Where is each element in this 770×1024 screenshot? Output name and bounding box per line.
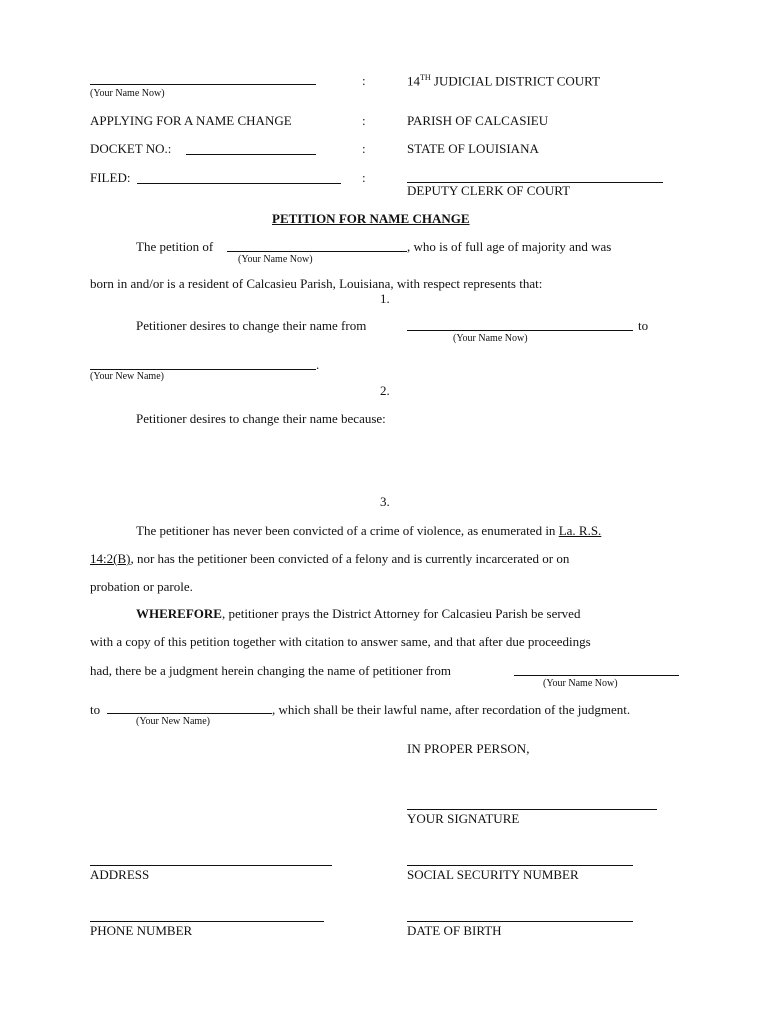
para3-line1-text: The petitioner has never been convicted of a crime of violence, as enumerated in (136, 523, 559, 538)
intro-name-field[interactable] (227, 251, 407, 252)
applying-label: APPLYING FOR A NAME CHANGE (90, 113, 292, 128)
para1-name-now-field[interactable] (407, 330, 633, 331)
docket-field[interactable] (186, 154, 316, 155)
deputy-clerk-label: DEPUTY CLERK OF COURT (407, 183, 571, 198)
wherefore-line4-rest: , which shall be their lawful name, after recordation of the judgment. (272, 702, 631, 717)
dob-field[interactable] (407, 921, 633, 922)
document-title: PETITION FOR NAME CHANGE (272, 211, 470, 226)
intro-name-hint: (Your Name Now) (238, 254, 313, 265)
phone-label: PHONE NUMBER (90, 923, 193, 938)
para3-line2 (90, 551, 569, 567)
para3-line2-text: , nor has the petitioner been convicted of a felony and is currently incarcerated or on (130, 551, 570, 566)
colon: : (362, 73, 366, 88)
name-now-hint: (Your Name Now) (90, 88, 165, 99)
colon: : (362, 113, 366, 128)
court-number: 14 (407, 73, 420, 89)
filed-label: FILED: (90, 170, 131, 185)
wherefore-line1-rest: , petitioner prays the District Attorney for Calcasieu Parish be served (221, 606, 581, 621)
para1-to: to (638, 318, 649, 333)
para3-number: 3. (380, 494, 390, 509)
address-field[interactable] (90, 865, 332, 866)
wherefore-new-name-field[interactable] (107, 713, 272, 714)
phone-field[interactable] (90, 921, 324, 922)
dob-label: DATE OF BIRTH (407, 923, 502, 938)
address-label: ADDRESS (90, 867, 150, 882)
signature-field[interactable] (407, 809, 657, 810)
colon: : (362, 170, 366, 185)
ssn-field[interactable] (407, 865, 633, 866)
parish-label: PARISH OF CALCASIEU (407, 113, 549, 128)
in-proper-person: IN PROPER PERSON, (407, 741, 530, 756)
name-now-field[interactable] (90, 84, 316, 85)
para1-period: . (316, 357, 320, 372)
court-name (407, 73, 600, 89)
colon: : (362, 141, 366, 156)
ssn-label: SOCIAL SECURITY NUMBER (407, 867, 579, 882)
intro-line2: born in and/or is a resident of Calcasieu Parish, Louisiana, with respect represents that: (90, 276, 543, 291)
para3-line3: probation or parole. (90, 579, 193, 594)
wherefore-new-name-hint: (Your New Name) (136, 716, 210, 727)
docket-label: DOCKET NO.: (90, 141, 172, 156)
wherefore-name-now-hint: (Your Name Now) (543, 678, 618, 689)
statute-citation-link[interactable]: La. R.S. (558, 523, 602, 538)
intro-prefix: The petition of (136, 239, 214, 254)
wherefore-to: to (90, 702, 101, 717)
wherefore-keyword: WHEREFORE (136, 606, 222, 621)
statute-section-link[interactable]: 14:2(B) (90, 551, 131, 566)
court-suffix: JUDICIAL DISTRICT COURT (430, 73, 600, 89)
para1-number: 1. (380, 291, 390, 306)
para3-line1 (136, 523, 601, 539)
para1-new-name-field[interactable] (90, 369, 316, 370)
wherefore-line2: with a copy of this petition together with citation to answer same, and that after due proceedings (90, 634, 591, 649)
state-label: STATE OF LOUISIANA (407, 141, 539, 156)
wherefore-line3: had, there be a judgment herein changing the name of petitioner from (90, 663, 451, 678)
wherefore-line1 (136, 606, 580, 622)
para1-name-now-hint: (Your Name Now) (453, 333, 528, 344)
wherefore-name-now-field[interactable] (514, 675, 679, 676)
court-ordinal: TH (420, 73, 431, 82)
signature-label: YOUR SIGNATURE (407, 811, 520, 826)
intro-suffix: , who is of full age of majority and was (407, 239, 612, 254)
filed-field[interactable] (137, 183, 341, 184)
para2-number: 2. (380, 383, 390, 398)
para2-text: Petitioner desires to change their name because: (136, 411, 386, 426)
para1-new-name-hint: (Your New Name) (90, 371, 164, 382)
para1-text: Petitioner desires to change their name from (136, 318, 367, 333)
